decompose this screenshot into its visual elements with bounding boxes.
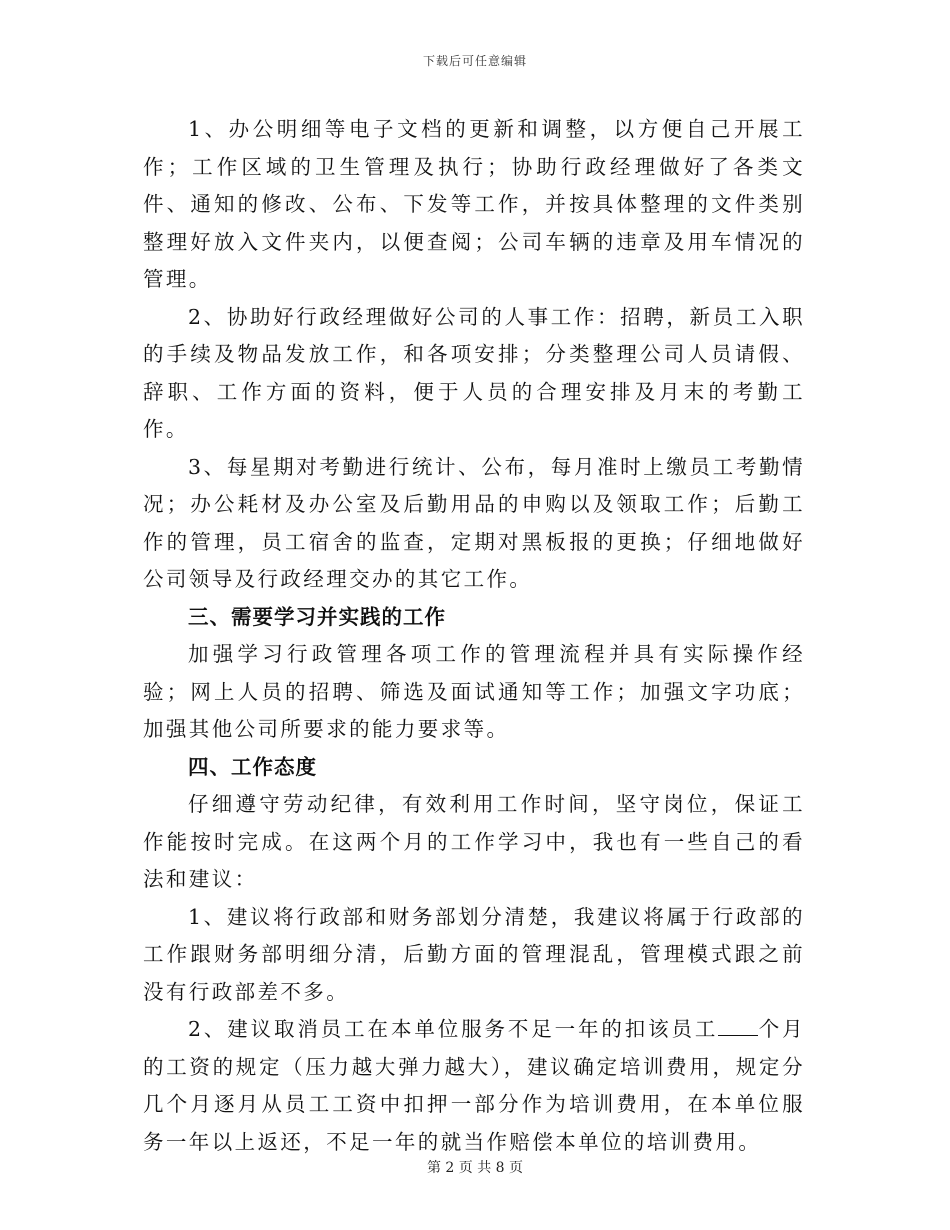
section-heading-3: 三、需要学习并实践的工作	[188, 604, 446, 629]
paragraph-7-part-b: 个月的工资的规定（压力越大弹力越大），建议确定培训费用，规定分几个月逐月从员工工资中扣押一部分作为培训费用，在本单位服务一年以上返还，不足一年的就当作赔偿本单位的培训费用。	[143, 1017, 805, 1154]
paragraph-1: 1、办公明细等电子文档的更新和调整，以方便自己开展工作；工作区域的卫生管理及执行；协助行政经理做好了各类文件、通知的修改、公布、下发等工作，并按具体整理的文件类别整理好放入文件夹内，以便查阅；公司车辆的违章及用车情况的管理。	[143, 117, 805, 291]
paragraph-6: 1、建议将行政部和财务部划分清楚，我建议将属于行政部的工作跟财务部明细分清，后勤方面的管理混乱，管理模式跟之前没有行政部差不多。	[143, 904, 805, 1004]
paragraph-3: 3、每星期对考勤进行统计、公布，每月准时上缴员工考勤情况；办公耗材及办公室及后勤用品的申购以及领取工作；后勤工作的管理，员工宿舍的监查，定期对黑板报的更换；仔细地做好公司领导及行政经理交办的其它工作。	[143, 454, 805, 591]
page-header-note: 下载后可任意编辑	[422, 54, 527, 68]
page-number: 第 2 页 共 8 页	[426, 1160, 524, 1176]
paragraph-5: 仔细遵守劳动纪律，有效利用工作时间，坚守岗位，保证工作能按时完成。在这两个月的工作学习中，我也有一些自己的看法和建议：	[143, 792, 805, 891]
fill-in-blank	[718, 1017, 758, 1036]
paragraph-7	[143, 1011, 805, 1161]
document-body	[143, 111, 805, 1161]
section-heading-4: 四、工作态度	[188, 754, 317, 779]
paragraph-4: 加强学习行政管理各项工作的管理流程并具有实际操作经验；网上人员的招聘、筛选及面试通知等工作；加强文字功底；加强其他公司所要求的能力要求等。	[143, 642, 805, 741]
paragraph-7-part-a: 2、建议取消员工在本单位服务不足一年的扣该员工	[188, 1017, 719, 1041]
paragraph-2: 2、协助好行政经理做好公司的人事工作：招聘，新员工入职的手续及物品发放工作，和各项安排；分类整理公司人员请假、辞职、工作方面的资料，便于人员的合理安排及月末的考勤工作。	[143, 304, 805, 441]
